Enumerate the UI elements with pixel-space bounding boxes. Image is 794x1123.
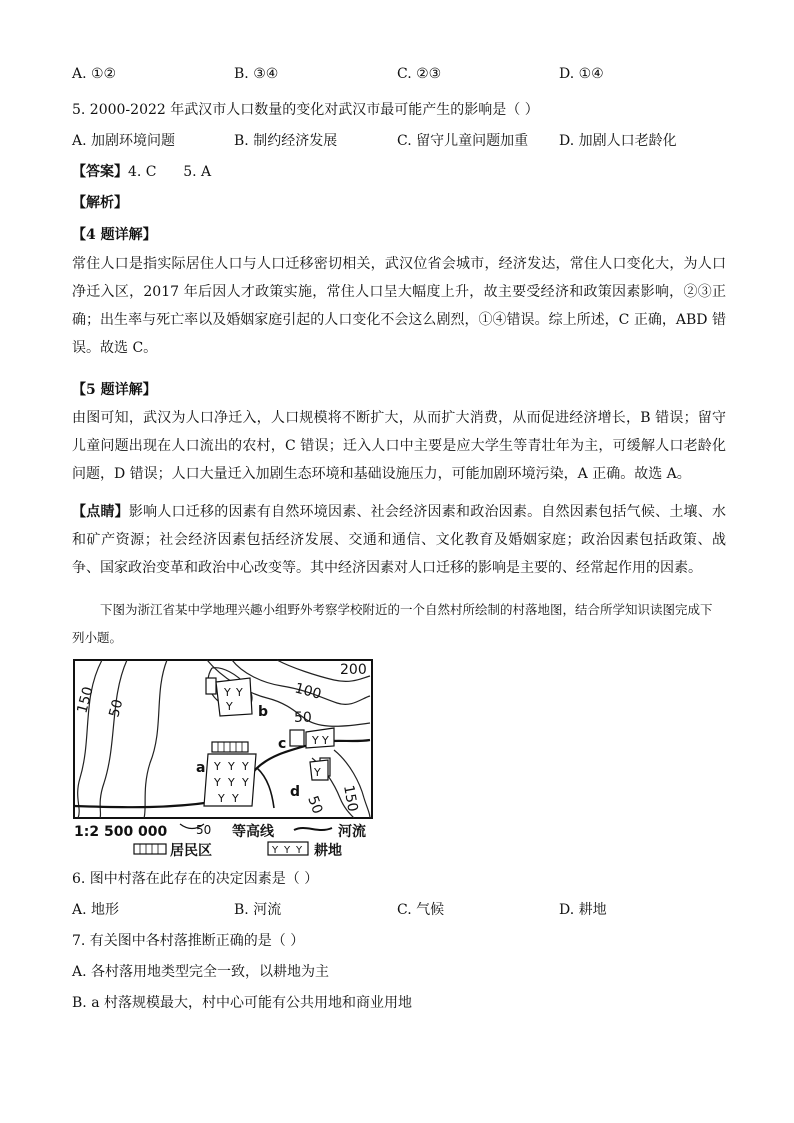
legend-farmland-label: 耕地 [314,843,342,858]
q4-heading: 【4 题详解】 [72,227,157,243]
q4-options [72,66,732,86]
q6-stem: 6. 图中村落在此存在的决定因素是（ ） [72,871,319,887]
farm-glyph: Y [228,760,235,773]
village-map [72,658,392,858]
q7-option-a: A. 各村落用地类型完全一致，以耕地为主 [72,964,330,980]
farm-glyph: Y [232,792,239,805]
q5-stem: 5. 2000-2022 年武汉市人口数量的变化对武汉市最可能产生的影响是（ ） [72,102,539,118]
contour-label: 150 [340,783,361,814]
farm-glyph: Y [236,686,243,699]
q5-option-b: B. 制约经济发展 [234,133,338,149]
contour-label: 50 [106,697,127,720]
legend-contour-label: 等高线 [232,824,274,840]
village-label-d: d [290,784,301,800]
map-scale: 1:2 500 000 [74,824,168,840]
q4-option-c: C. ②③ [397,66,442,82]
farm-glyph: Y [228,776,235,789]
farm-glyph: Y [296,845,303,856]
village-label-b: b [258,704,269,720]
legend-river-label: 河流 [338,824,366,840]
contour-line [100,660,127,818]
farm-glyph: Y [226,700,233,713]
legend-residential-sample [134,844,166,854]
q4-detail: 常住人口是指实际居住人口与人口迁移密切相关，武汉位省会城市，经济发达，常住人口变化大，为人口净迁入区，2017 年后因人才政策实施，常住人口呈大幅度上升，故主要受经济和政策因素影响，②③正确；出生率与死亡率以及婚姻家庭引起的人口变化不会这么剧烈，①④错误。综上所述，C 正确，ABD 错误。故选 C。 [72,256,726,356]
q7-option-b: B. a 村落规模最大，村中心可能有公共用地和商业用地 [72,995,412,1011]
q5-option-c: C. 留守儿童问题加重 [397,133,529,149]
contour-line [78,660,102,818]
q6-option-d: D. 耕地 [559,902,607,918]
q4-option-d: D. ①④ [559,66,604,82]
tips-paragraph [72,498,726,582]
farm-glyph: Y [214,760,221,773]
farmland-c [306,728,334,748]
q5-options [72,130,732,150]
village-label-c: c [278,736,287,752]
analysis-label: 【解析】 [72,195,128,211]
q5-option-d: D. 加剧人口老龄化 [559,133,677,149]
q7-stem: 7. 有关图中各村落推断正确的是（ ） [72,933,305,949]
farm-glyph: Y [322,734,329,747]
farm-glyph: Y [218,792,225,805]
q6-option-c: C. 气候 [397,902,445,918]
farmland-b [216,678,252,716]
farm-glyph: Y [314,766,321,779]
intro-text: 下图为浙江省某中学地理兴趣小组野外考察学校附近的一个自然村所绘制的村落地图，结合所学知识读图完成下列小题。 [72,602,713,645]
farm-glyph: Y [224,686,231,699]
answer-text: 4. C 5. A [128,164,212,180]
residential-block-b [206,678,216,694]
contour-label: 50 [304,793,326,817]
q4-option-a: A. ①② [72,66,117,82]
answer-label: 【答案】 [72,164,128,180]
contour-label: 150 [74,685,97,716]
village-label-a: a [196,760,206,776]
farm-glyph: Y [272,845,279,856]
farm-glyph: Y [242,776,249,789]
q6-option-b: B. 河流 [234,902,282,918]
q4-option-b: B. ③④ [234,66,279,82]
tips-text: 影响人口迁移的因素有自然环境因素、社会经济因素和政治因素。自然因素包括气候、土壤、水和矿产资源；社会经济因素包括经济发展、交通和通信、文化教育及婚姻家庭；政治因素包括政策、战争、国家政治变革和政治中心改变等。其中经济因素对人口迁移的影响是主要的、经常起作用的因素。 [72,504,726,576]
q5-detail: 由图可知，武汉为人口净迁入，人口规模将不断扩大，从而扩大消费，从而促进经济增长，B 错误；留守儿童问题出现在人口流出的农村，C 错误；迁入人口中主要是应大学生等青壮年为主，可缓解人口老龄化问题，D 错误；人口大量迁入加剧生态环境和基础设施压力，可能加剧环境污染，A 正确。故选 A。 [72,410,726,482]
answer-line [72,161,211,181]
farm-glyph: Y [312,734,319,747]
q5-heading: 【5 题详解】 [72,382,157,398]
legend-river-sample [294,828,332,830]
legend-contour-value: 50 [196,823,212,837]
q6-option-a: A. 地形 [72,902,120,918]
contour-label: 200 [340,662,367,678]
farm-glyph: Y [214,776,221,789]
contour-label: 100 [292,680,323,703]
farm-glyph: Y [284,845,291,856]
river-branch [257,768,274,808]
farm-glyph: Y [242,760,249,773]
q6-options [72,899,732,919]
residential-block-c [290,730,304,746]
legend-residential-label: 居民区 [170,843,212,858]
tips-label: 【点睛】 [72,504,129,520]
q5-option-a: A. 加剧环境问题 [72,133,176,149]
contour-line [144,660,167,818]
contour-label: 50 [294,710,312,726]
